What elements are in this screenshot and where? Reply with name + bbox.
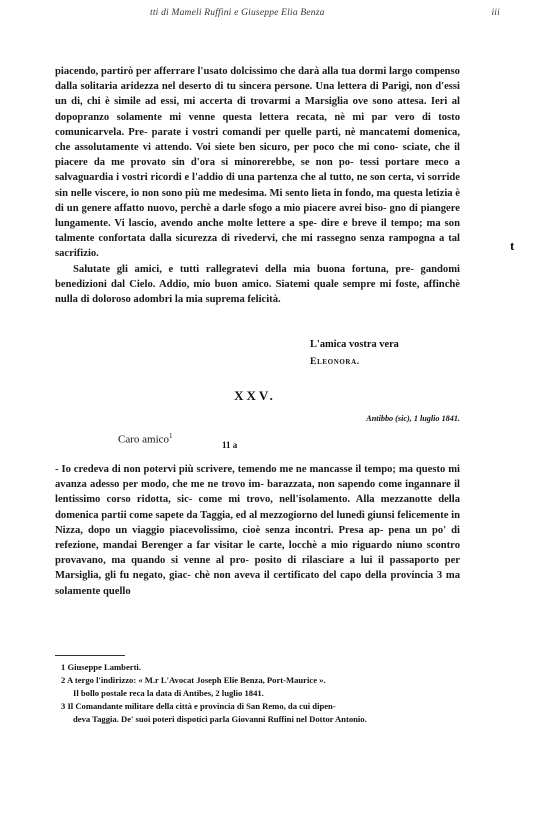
text-line: chè non aveva il certificato del capo della provincia 3 ma solamente quello	[55, 570, 460, 597]
footnotes	[55, 661, 465, 726]
text-line: gno di piangere lungamente. Vi lascio, avendo anche molte lettere a spe-	[55, 202, 460, 230]
text-line: sono più me medesima. Mi sento lieta in fondo, ma questa letizia è di	[55, 187, 460, 214]
text-line: venne questa lettera recata, nè mi par vero di tosto comunicarvela. Pre-	[55, 111, 461, 138]
salutation	[118, 432, 173, 446]
salutation-text: Caro amico	[118, 433, 170, 446]
text-line: piacendo, partirò per afferrare l'usato dolcissimo che darà alla tua dormi	[55, 66, 387, 77]
text-line: pena un po' di refezione, mandai Berenger a far visitar le carte, locchè	[55, 524, 461, 552]
footnote-ref: 1	[169, 432, 173, 440]
next-letter-paragraph	[55, 462, 460, 599]
text-line: Salutate gli amici, e tutti rallegratevi della mia buona fortuna, pre-	[73, 263, 414, 275]
interlinear-annotation: 11 a	[222, 440, 238, 450]
footnote-continuation: Il bollo postale reca la data di Antibes, 2 luglio 1841.	[73, 688, 264, 698]
text-line: gandomi benedizioni dal Cielo. Addio, mio buon amico. Siatemi quale	[55, 263, 460, 290]
text-line: sempre mi foste, affinchè nulla di doloroso adombri la mia suprema	[55, 278, 460, 306]
text-line: sciate, che il piacere da me provato sin d'ora si minorerebbe, se non po-	[55, 142, 460, 169]
running-head-title: tti di Mameli Ruffini e Giuseppe Elia Benza	[150, 8, 325, 18]
text-line: posito di rilasciare a lui il passaporto per Marsiglia, gli fu negato, giac-	[55, 555, 460, 582]
page-number: iii	[491, 8, 500, 18]
footnote-rule	[55, 655, 125, 656]
previous-letter-body	[55, 64, 460, 307]
text-line: rivedervi, che mi rassegno senza rampogna a tal sacrifizio.	[55, 233, 460, 260]
text-line: dire e breve il tempo; ma son talmente confortata dalla sicurezza di	[55, 218, 460, 245]
text-line: un genere affatto nuovo, perchè a darle sfogo a mio piacere avrei biso-	[66, 202, 387, 214]
text-line: di trovarmi a Marsiglia ove sono attesa. Ieri al dopopranzo solamente mi	[55, 96, 460, 123]
text-line: parate i vostri comandi per quelle parti, nè mancatemi domenica, che	[55, 126, 460, 154]
text-line: - Io credeva di non potervi più scrivere, temendo me ne mancasse	[55, 464, 353, 475]
footnote: 3 Il Comandante militare della città e provincia di San Remo, da cui dipen-	[61, 701, 336, 711]
text-line: tessi portare meco a salvaguardia i vostri ricordi e l'addio di una	[55, 157, 460, 184]
dateline: Antibbo (sic), 1 luglio 1841.	[366, 414, 460, 423]
text-line: come mi trovo, nell'isolamento. Alla mezzanotte della domenica partii	[55, 494, 460, 521]
next-letter-body	[55, 462, 460, 599]
text-line: felicità.	[247, 294, 281, 306]
text-line: il tempo; ma questo mi avanza adesso per modo, che me ne trovo im-	[55, 464, 460, 491]
text-line: Una lettera di Parigi, non d'essi un di, chi è simile ad essi, mi accerta	[55, 81, 460, 108]
text-line: barazzata, non sapendo come ingannare il lentissimo corso ridotta, sic-	[55, 479, 460, 506]
previous-letter-paragraph	[55, 64, 460, 262]
text-line: come sapete da Taggia, ed al mezzogiorno del lunedì giunsi felicemente	[129, 509, 449, 521]
closing-paragraph	[55, 262, 460, 308]
letter-number: XXV.	[234, 388, 276, 403]
text-line: largo compenso dalla solitaria aridezza nel deserto di tu sincera persone.	[55, 66, 460, 93]
signature: Eleonora.	[310, 356, 360, 367]
footnote: 1 Giuseppe Lamberti.	[61, 662, 141, 672]
signoff: L'amica vostra vera	[310, 339, 399, 350]
text-line: in Nizza, dopo un viaggio piacevolissimo, cioè senza incontri. Presa ap-	[55, 509, 460, 536]
running-head	[150, 8, 500, 18]
footnote: 2 A tergo l'indirizzo: « M.r L'Avocat Joseph Elie Benza, Port-Maurice ».	[61, 675, 326, 685]
footnote-continuation: deva Taggia. De' suoi poteri dispotici parla Giovanni Ruffini nel Dottor Antonio.	[73, 714, 367, 724]
margin-mark: t	[510, 238, 515, 253]
text-line: partenza che al tutto, ne son certa, vi sorride sin nelle viscere, io non	[55, 172, 461, 199]
text-line: assolutamente vi attendo. Voi siete ben sicuro, per poco che mi cono-	[74, 142, 399, 154]
text-line: a mio riguardo niuno scontro provavano, ma quando si venne al pro-	[55, 540, 460, 567]
